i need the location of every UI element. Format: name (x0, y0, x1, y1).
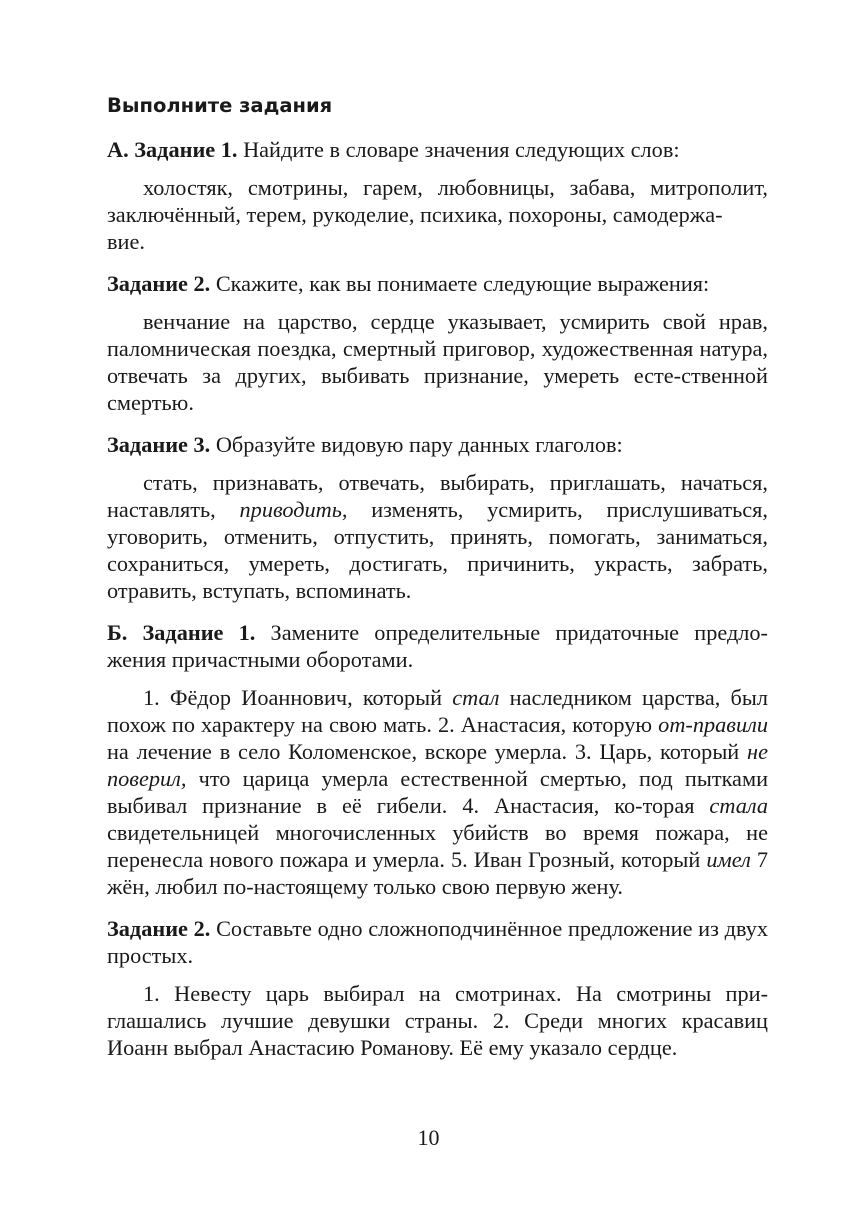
task-a3-verbs-part2: изменять, усмирить, прислушиваться, уговорить, отменить, отпустить, принять, помогать, заниматься, сохраниться, умереть, достигать, причинить, украсть, забрать, отравить, вступать, вспоминать. (107, 497, 768, 603)
task-b1-text-6: 7 жён, любил по-настоящему только свою первую жену. (107, 847, 769, 899)
task-b1-italic-5: имел (706, 847, 751, 872)
task-a3-label: Задание 3. (107, 432, 211, 457)
task-b1-text-2: наследником царства, был похож по характеру на свою мать. 2. Анастасия, которую (107, 685, 768, 737)
task-a3-instruction-text: Образуйте видовую пару данных глаголов: (215, 432, 623, 457)
task-b2-label: Задание 2. (107, 916, 211, 941)
task-b1-text-3: на лечение в село Коломенское, вскоре умерла. 3. Царь, который (107, 739, 740, 764)
task-b1-italic-2: от-правили (658, 712, 768, 737)
task-a2-instruction (107, 270, 768, 297)
task-b1-text-5: свидетельницей многочисленных убийств во время пожара, не перенесла нового пожара и умерла. 5. Иван Грозный, который (107, 820, 768, 872)
task-a1-label: А. Задание 1. (107, 137, 238, 162)
page-heading: Выполните задания (107, 94, 333, 117)
task-b2-instruction (107, 915, 768, 969)
task-b1-italic-1: стал (452, 685, 500, 710)
task-a3-verbs-italic: приводить, (239, 497, 348, 522)
task-a3-verbs (107, 469, 768, 604)
task-b1-sentences (107, 684, 768, 900)
task-a2-expressions: венчание на царство, сердце указывает, усмирить свой нрав, паломническая поездка, смертный приговор, художественная натура, отвечать за других, выбивать признание, умереть есте-ственной смертью. (107, 309, 768, 415)
task-b1-italic-3: не поверил, (107, 739, 768, 791)
task-a1-instruction (107, 136, 768, 163)
task-b1-text-1: 1. Фёдор Иоаннович, который (143, 685, 443, 710)
task-b1-italic-4: стала (709, 793, 768, 818)
task-b2-sentences: 1. Невесту царь выбирал на смотринах. На смотрины при-глашались лучшие девушки страны. 2. Среди многих красавиц Иоанн выбрал Анастасию Романову. Её ему указало сердце. (107, 981, 768, 1060)
task-a1-words: холостяк, смотрины, гарем, любовницы, забава, митрополит, заключённый, терем, рукоделие, психика, похороны, самодержа- вие. (107, 175, 768, 254)
task-b2-instruction-text: Составьте одно сложноподчинённое предложение из двух простых. (107, 916, 769, 968)
task-b1-instruction-text: Замените определительные придаточные предло-жения причастными оборотами. (107, 620, 768, 672)
task-a1-instruction-text: Найдите в словаре значения следующих слов: (243, 137, 680, 162)
page-content (107, 92, 768, 1061)
task-b1-instruction (107, 619, 768, 673)
task-b1-label: Б. Задание 1. (107, 620, 256, 645)
task-a3-instruction (107, 431, 768, 458)
task-a3-verbs-part1: стать, признавать, отвечать, выбирать, приглашать, начаться, наставлять, (107, 470, 768, 522)
task-b1-text-4: что царица умерла естественной смертью, под пытками выбивал признание в её гибели. 4. Анастасия, ко-торая (107, 766, 768, 818)
task-a2-label: Задание 2. (107, 271, 211, 296)
task-a2-instruction-text: Скажите, как вы понимаете следующие выражения: (215, 271, 710, 296)
page-number: 10 (417, 1125, 440, 1150)
